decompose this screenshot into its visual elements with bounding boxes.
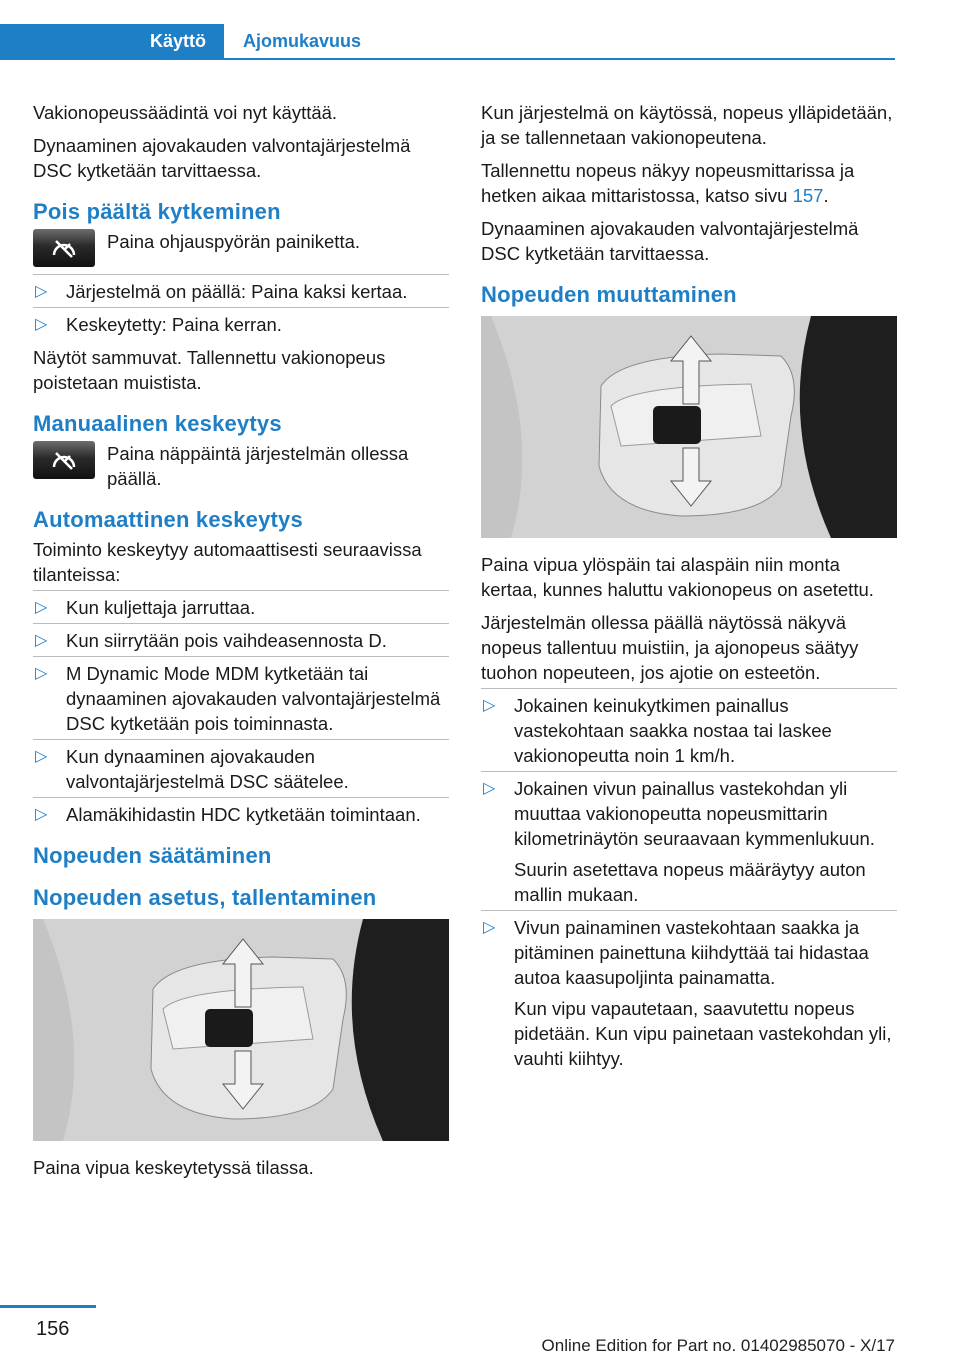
heading-switch-off: Pois päältä kytkeminen bbox=[33, 199, 281, 224]
page-reference-link[interactable]: 157 bbox=[792, 185, 824, 206]
instruction-text: Paina näppäintä järjestelmän ollessa päällä. bbox=[107, 443, 409, 489]
subsection-title: Ajomukavuus bbox=[243, 31, 362, 51]
edition-note: Online Edition for Part no. 01402985070 - X/17 bbox=[541, 1336, 895, 1355]
cruise-control-button-icon bbox=[33, 229, 95, 267]
heading-set: Nopeuden asetus, tallentaminen bbox=[33, 885, 377, 910]
page-header bbox=[0, 24, 895, 62]
heading-speed: Nopeuden säätäminen bbox=[33, 843, 272, 868]
heading-auto: Automaattinen keskeytys bbox=[33, 507, 303, 532]
list-item: ▷ Keskeytetty: Paina kerran. bbox=[33, 312, 449, 337]
list-item: ▷ Kun kuljettaja jarruttaa. bbox=[33, 595, 449, 620]
list-item: ▷ Kun dynaaminen ajovakauden valvontajärjestelmä DSC säätelee. bbox=[33, 744, 449, 794]
change-list bbox=[481, 693, 897, 1071]
list-subtext: Kun vipu vapautetaan, saavutettu nopeus pidetään. Kun vipu painetaan vastekohdan yli, vauhti kiihtyy. bbox=[514, 998, 892, 1069]
right-column bbox=[481, 100, 897, 1079]
paragraph: Paina vipua ylöspäin tai alaspäin niin monta kertaa, kunnes haluttu vakionopeus on asetettu. bbox=[481, 554, 874, 600]
bullet-icon: ▷ bbox=[35, 806, 48, 823]
paragraph: Dynaaminen ajovakauden valvontajärjestelmä DSC kytketään tarvittaessa. bbox=[33, 135, 411, 181]
list-item: ▷ M Dynamic Mode MDM kytketään tai dynaaminen ajovakauden valvontajärjestelmä DSC kytketään pois toiminnasta. bbox=[33, 661, 449, 736]
bullet-icon: ▷ bbox=[483, 697, 496, 714]
list-subtext: Suurin asetettava nopeus määräytyy auton mallin mukaan. bbox=[514, 859, 866, 905]
list-item: ▷ Jokainen keinukytkimen painallus vastekohtaan saakka nostaa tai laskee vakionopeutta noin 1 km/h. bbox=[481, 693, 897, 768]
paragraph: Järjestelmän ollessa päällä näytössä näkyvä nopeus tallentuu muistiin, ja ajonopeus säätyy tuohon nopeuteen, jos ajotie on esteetön. bbox=[481, 612, 859, 683]
heading-change: Nopeuden muuttaminen bbox=[481, 282, 737, 307]
paragraph: Näytöt sammuvat. Tallennettu vakionopeus poistetaan muistista. bbox=[33, 347, 386, 393]
paragraph: Tallennettu nopeus näkyy nopeusmittarissa ja hetken aikaa mittaristossa, katso sivu 157. bbox=[481, 160, 855, 206]
list-item: ▷ Alamäkihidastin HDC kytketään toimintaan. bbox=[33, 802, 449, 827]
auto-list bbox=[33, 595, 449, 827]
list-item: ▷ Jokainen vivun painallus vastekohdan yli muuttaa vakionopeutta nopeusmittarin kilometrinäytön seuraavaan kymmenlukuun. Suurin asetettava nopeus määräytyy auton mallin mukaan. bbox=[481, 776, 897, 907]
paragraph: Vakionopeussäädintä voi nyt käyttää. bbox=[33, 102, 338, 123]
button-instruction bbox=[33, 441, 449, 491]
list-item: ▷ Kun siirrytään pois vaihdeasennosta D. bbox=[33, 628, 449, 653]
bullet-icon: ▷ bbox=[35, 748, 48, 765]
steering-wheel-lever-figure bbox=[481, 316, 897, 538]
bullet-icon: ▷ bbox=[35, 599, 48, 616]
paragraph: Kun järjestelmä on käytössä, nopeus ylläpidetään, ja se tallennetaan vakionopeutena. bbox=[481, 102, 893, 148]
heading-manual: Manuaalinen keskeytys bbox=[33, 411, 282, 436]
steering-wheel-lever-figure bbox=[33, 919, 449, 1141]
bullet-icon: ▷ bbox=[35, 665, 48, 682]
section-title: Käyttö bbox=[149, 31, 206, 51]
figure-caption: Paina vipua keskeytetyssä tilassa. bbox=[33, 1157, 314, 1178]
instruction-text: Paina ohjauspyörän painiketta. bbox=[107, 231, 361, 252]
off-list bbox=[33, 279, 449, 337]
list-item: ▷ Järjestelmä on päällä: Paina kaksi kertaa. bbox=[33, 279, 449, 304]
header-divider bbox=[224, 58, 895, 60]
bullet-icon: ▷ bbox=[483, 780, 496, 797]
page-number: 156 bbox=[36, 1318, 70, 1340]
paragraph: Dynaaminen ajovakauden valvontajärjestelmä DSC kytketään tarvittaessa. bbox=[481, 218, 859, 264]
footer-divider bbox=[0, 1305, 96, 1308]
section-tab bbox=[0, 24, 224, 60]
bullet-icon: ▷ bbox=[35, 632, 48, 649]
bullet-icon: ▷ bbox=[35, 283, 48, 300]
paragraph: Toiminto keskeytyy automaattisesti seuraavissa tilanteissa: bbox=[33, 539, 422, 585]
bullet-icon: ▷ bbox=[35, 316, 48, 333]
bullet-icon: ▷ bbox=[483, 919, 496, 936]
list-item: ▷ Vivun painaminen vastekohtaan saakka ja pitäminen painettuna kiihdyttää tai hidastaa autoa kaasupoljinta painamatta. Kun vipu vapautetaan, saavutettu nopeus pidetään. Kun vipu painetaan vastekohdan yli, vauhti kiihtyy. bbox=[481, 915, 897, 1071]
cruise-control-button-icon bbox=[33, 441, 95, 479]
left-column bbox=[33, 100, 449, 1188]
button-instruction bbox=[33, 229, 449, 267]
